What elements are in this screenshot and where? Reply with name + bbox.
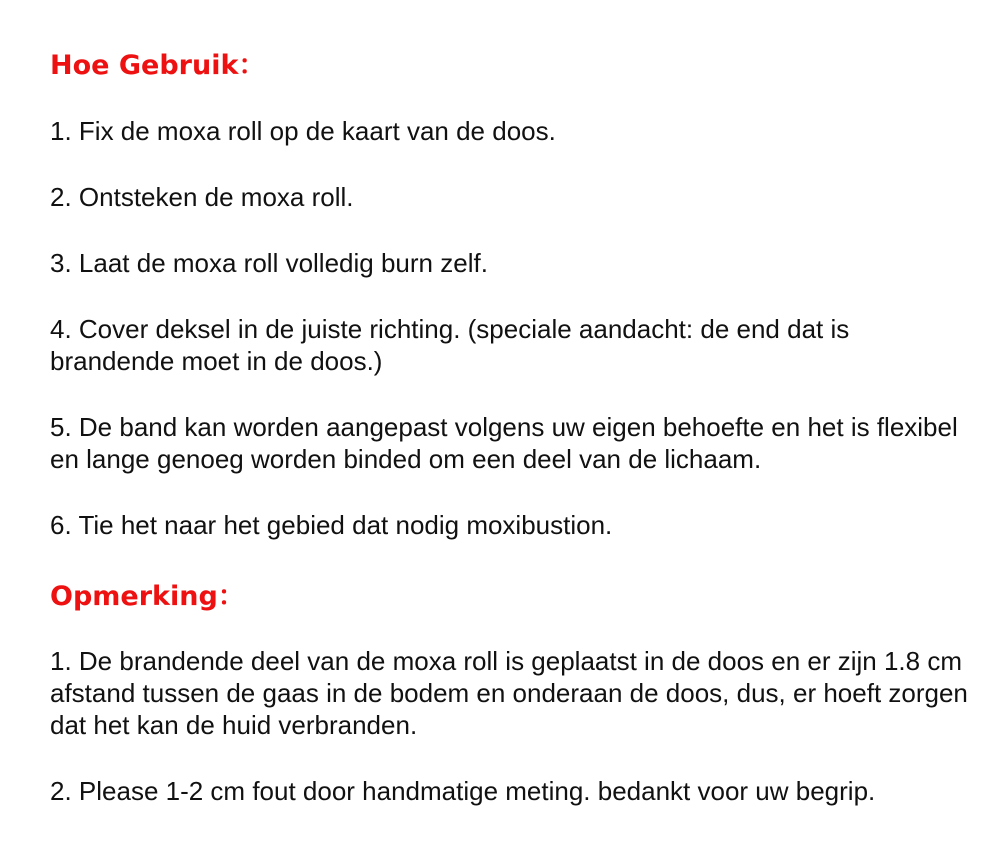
usage-step-6: 6. Tie het naar het gebied dat nodig moxibustion. bbox=[50, 510, 613, 540]
note-item-1: 1. De brandende deel van de moxa roll is geplaatst in de doos en er zijn 1.8 cm afstand tussen de gaas in de bodem en onderaan de doos, dus, er hoeft zorgen dat het kan de huid verbranden. bbox=[50, 646, 968, 740]
note-item-2: 2. Please 1-2 cm fout door handmatige meting. bedankt voor uw begrip. bbox=[50, 776, 876, 806]
notes-heading: Opmerking： bbox=[50, 581, 245, 612]
instruction-sheet bbox=[50, 0, 970, 807]
usage-step-3: 3. Laat de moxa roll volledig burn zelf. bbox=[50, 248, 488, 278]
usage-step-1: 1. Fix de moxa roll op de kaart van de doos. bbox=[50, 116, 556, 146]
usage-steps-list bbox=[50, 115, 970, 541]
usage-step-2: 2. Ontsteken de moxa roll. bbox=[50, 182, 354, 212]
usage-heading: Hoe Gebruik： bbox=[50, 50, 266, 81]
usage-step-5: 5. De band kan worden aangepast volgens uw eigen behoefte en het is flexibel en lange genoeg worden binded om een deel van de lichaam. bbox=[50, 412, 958, 474]
notes-list bbox=[50, 645, 970, 807]
usage-step-4: 4. Cover deksel in de juiste richting. (speciale aandacht: de end dat is brandende moet in de doos.) bbox=[50, 314, 850, 376]
